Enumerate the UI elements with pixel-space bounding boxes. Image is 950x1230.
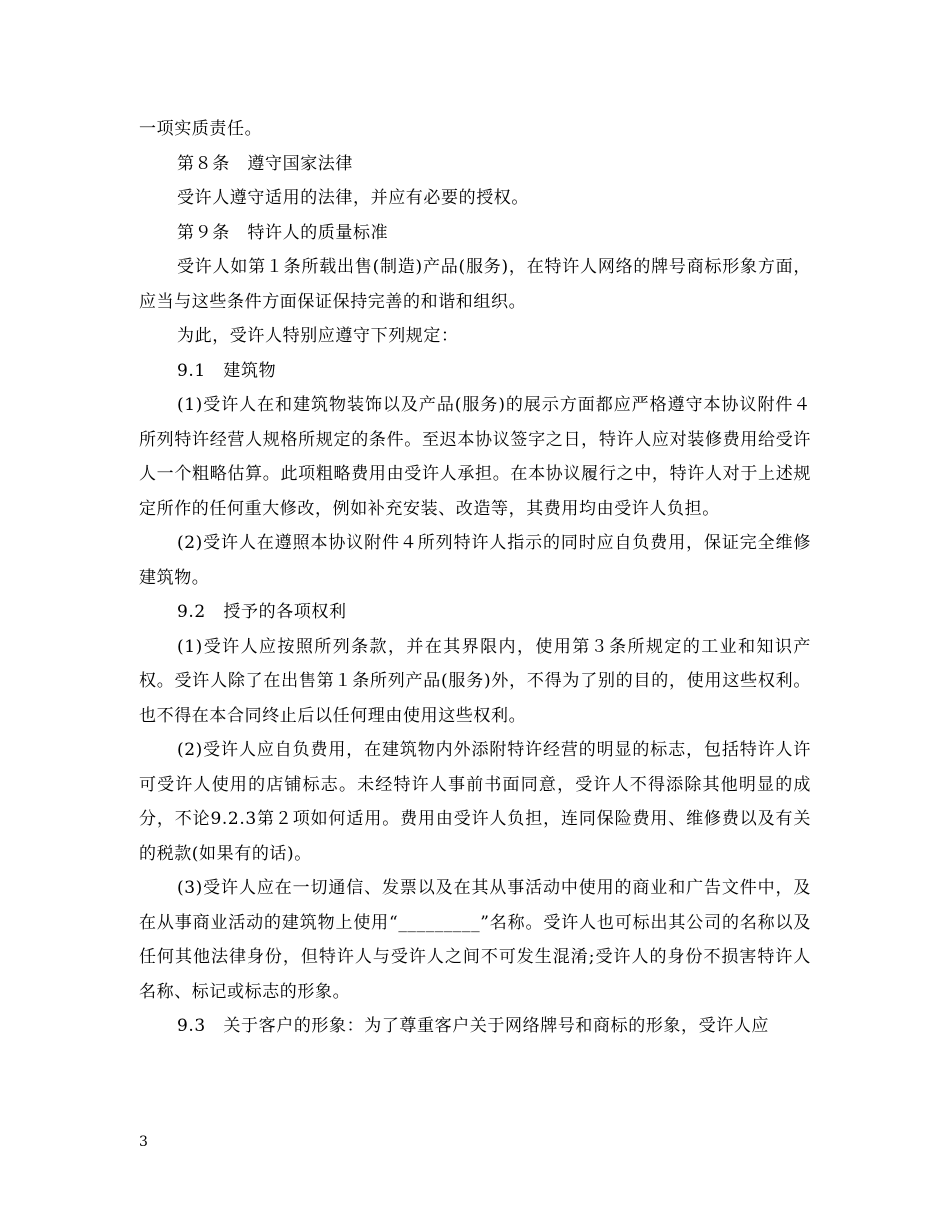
document-body <box>139 112 811 1044</box>
paragraph: (3)受许人应在一切通信、发票以及在其从事活动中使用的商业和广告文件中，及在从事商业活动的建筑物上使用“_________”名称。受许人也可标出其公司的名称以及任何其他法律身份，但特许人与受许人之间不可发生混淆;受许人的身份不损害特许人名称、标记或标志的形象。 <box>139 878 811 1002</box>
article-heading-8: 第８条 遵守国家法律 <box>177 153 353 174</box>
paragraph: 一项实质责任。 <box>139 119 263 139</box>
paragraph: (1)受许人在和建筑物装饰以及产品(服务)的展示方面都应严格遵守本协议附件４所列特许经营人规格所规定的条件。至迟本协议签字之日，特许人应对装修费用给受许人一个粗略估算。此项粗略费用由受许人承担。在本协议履行之中，特许人对于上述规定所作的任何重大修改，例如补充安装、改造等，其费用均由受许人负担。 <box>139 395 811 519</box>
section-heading-9-1: 9.1 建筑物 <box>177 360 277 381</box>
paragraph: 为此，受许人特别应遵守下列规定： <box>177 326 459 346</box>
paragraph: 受许人如第１条所载出售(制造)产品(服务)，在特许人网络的牌号商标形象方面，应当与这些条件方面保证保持完善的和谐和组织。 <box>139 257 811 312</box>
article-heading-9: 第９条 特许人的质量标准 <box>177 222 389 243</box>
paragraph: (2)受许人在遵照本协议附件４所列特许人指示的同时应自负费用，保证完全维修建筑物。 <box>139 533 811 588</box>
paragraph: 受许人遵守适用的法律，并应有必要的授权。 <box>177 188 529 208</box>
paragraph: (2)受许人应自负费用，在建筑物内外添附特许经营的明显的标志，包括特许人许可受许人使用的店铺标志。未经特许人事前书面同意，受许人不得添除其他明显的成分，不论9.2.3第２项如何适用。费用由受许人负担，连同保险费用、维修费以及有关的税款(如果有的话)。 <box>139 740 811 864</box>
page-number: 3 <box>139 1134 148 1150</box>
paragraph: (1)受许人应按照所列条款，并在其界限内，使用第３条所规定的工业和知识产权。受许人除了在出售第１条所列产品(服务)外，不得为了别的目的，使用这些权利。也不得在本合同终止后以任何理由使用这些权利。 <box>139 636 811 726</box>
section-heading-9-2: 9.2 授予的各项权利 <box>177 602 347 622</box>
section-heading-9-3: 9.3 关于客户的形象：为了尊重客户关于网络牌号和商标的形象，受许人应 <box>177 1016 770 1036</box>
